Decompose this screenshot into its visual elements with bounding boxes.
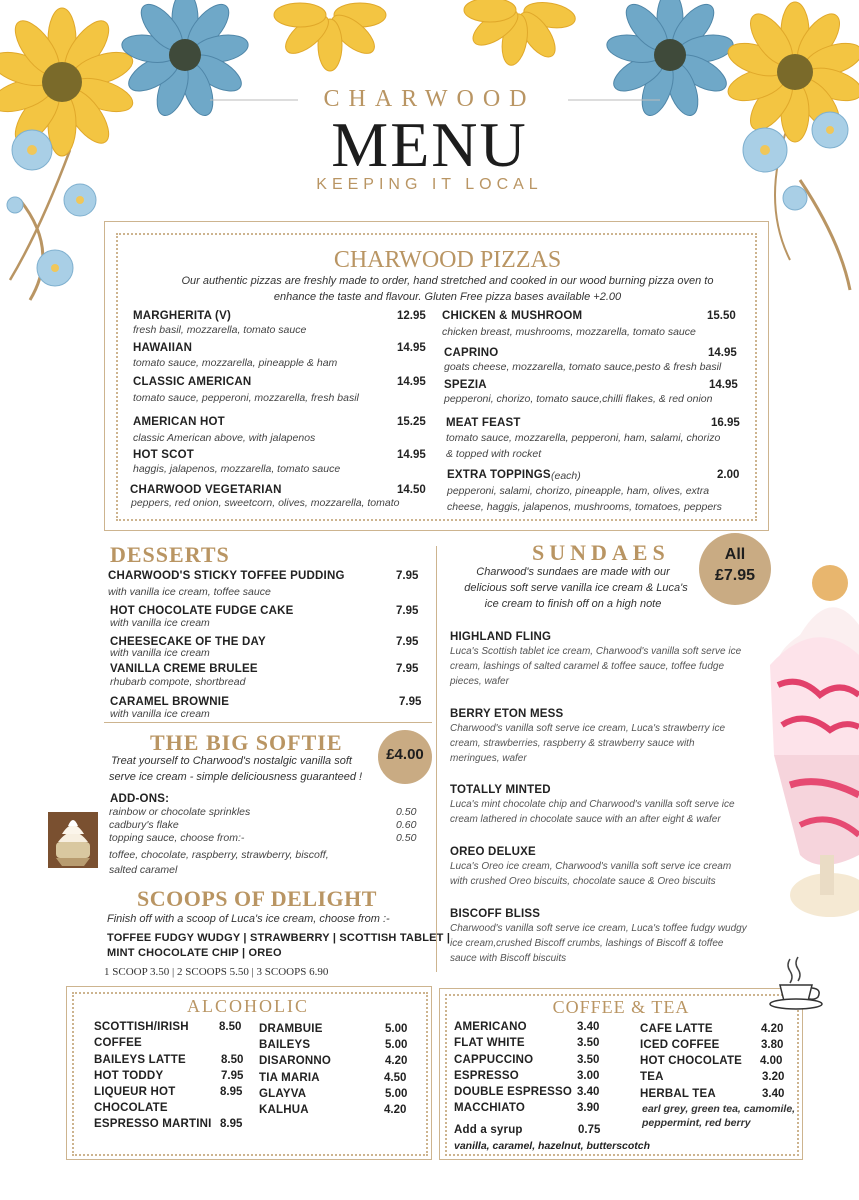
tea-note: earl grey, green tea, camomile, bbox=[642, 1103, 796, 1115]
pizza-desc: tomato sauce, mozzarella, pineapple & ham bbox=[133, 357, 338, 369]
syrup-price: 0.75 bbox=[578, 1124, 601, 1136]
pizza-desc: goats cheese, mozzarella, tomato sauce,pesto & fresh basil bbox=[444, 361, 722, 373]
scoops-title: SCOOPS OF DELIGHT bbox=[137, 886, 377, 911]
syrup-note: vanilla, caramel, hazelnut, butterscotch bbox=[454, 1140, 651, 1152]
coffee-price: 3.40 bbox=[577, 1021, 600, 1033]
softie-title: THE BIG SOFTIE bbox=[150, 730, 343, 755]
drink-name: DISARONNO bbox=[259, 1055, 332, 1067]
pizza-name: AMERICAN HOT bbox=[133, 416, 225, 428]
addon-name: topping sauce, choose from:- bbox=[109, 832, 245, 844]
tagline: KEEPING IT LOCAL bbox=[316, 176, 543, 193]
softie-text-1: Treat yourself to Charwood's nostalgic vanilla soft bbox=[111, 755, 352, 767]
coffee-name: DOUBLE ESPRESSO bbox=[454, 1086, 573, 1098]
pizza-price: 14.95 bbox=[397, 449, 426, 461]
pizza-desc: pepperoni, chorizo, tomato sauce,chilli flakes, & red onion bbox=[444, 393, 713, 405]
coffee-price: 3.00 bbox=[577, 1070, 600, 1082]
sundae-desc: Luca's Scottish tablet ice cream, Charwood's vanilla soft serve ice bbox=[450, 646, 742, 657]
coffee-price: 3.40 bbox=[577, 1086, 600, 1098]
addons-title: ADD-ONS: bbox=[110, 793, 170, 805]
sundae-desc: cream lathered in chocolate sauce with an after eight & wafer bbox=[450, 814, 721, 825]
pizza-price: 16.95 bbox=[711, 417, 740, 429]
sundaes-title: SUNDAES bbox=[532, 540, 670, 565]
pizza-price: 14.95 bbox=[397, 376, 426, 388]
sundaes-intro: ice cream to finish off on a high note bbox=[484, 598, 662, 610]
sundaes-intro: Charwood's sundaes are made with our bbox=[476, 566, 670, 578]
badge-label: All bbox=[724, 546, 746, 563]
pizza-price: 14.50 bbox=[397, 484, 426, 496]
alcoholic-title: ALCOHOLIC bbox=[187, 996, 309, 1016]
sundae-name: OREO DELUXE bbox=[450, 846, 536, 858]
drink-name: GLAYVA bbox=[259, 1088, 307, 1100]
sundae-desc: cream, lashings of salted caramel & toffee sauce, toffee fudge bbox=[450, 661, 725, 672]
pizza-desc: classic American above, with jalapenos bbox=[133, 432, 316, 444]
pizza-desc: & topped with rocket bbox=[446, 448, 542, 460]
pizza-name: MARGHERITA (V) bbox=[133, 310, 231, 322]
coffee-name: AMERICANO bbox=[454, 1021, 527, 1033]
pizza-desc: tomato sauce, pepperoni, mozzarella, fresh basil bbox=[133, 392, 359, 404]
dessert-desc: with vanilla ice cream bbox=[110, 617, 210, 629]
drink-name: CHOCOLATE bbox=[94, 1102, 168, 1114]
addon-price: 0.50 bbox=[396, 806, 417, 818]
badge-price: £7.95 bbox=[714, 567, 756, 584]
pizza-name: SPEZIA bbox=[444, 379, 487, 391]
drink-price: 8.50 bbox=[221, 1054, 244, 1066]
coffee-name: ESPRESSO bbox=[454, 1070, 519, 1082]
dessert-price: 7.95 bbox=[396, 570, 419, 582]
drink-price: 5.00 bbox=[385, 1023, 408, 1035]
pizza-price: 15.50 bbox=[707, 310, 736, 322]
sundae-desc: Luca's mint chocolate chip and Charwood's vanilla soft serve ice bbox=[450, 799, 735, 810]
sauces-list: salted caramel bbox=[109, 864, 178, 876]
drink-price: 8.95 bbox=[220, 1118, 243, 1130]
drink-name: BAILEYS LATTE bbox=[94, 1054, 186, 1066]
scoop-prices: 1 SCOOP 3.50 | 2 SCOOPS 5.50 | 3 SCOOPS 6.90 bbox=[104, 966, 329, 978]
drink-price: 8.50 bbox=[219, 1021, 242, 1033]
pizza-name: CHARWOOD VEGETARIAN bbox=[130, 484, 282, 496]
pizza-title: CHARWOOD PIZZAS bbox=[333, 247, 562, 273]
drink-price: 4.20 bbox=[385, 1055, 408, 1067]
coffee-cup-icon bbox=[768, 955, 828, 1011]
sundae-name: BISCOFF BLISS bbox=[450, 908, 541, 920]
coffee-price: 4.20 bbox=[761, 1023, 784, 1035]
column-divider bbox=[436, 546, 437, 972]
sunflower-icon bbox=[274, 3, 386, 71]
softie-price: £4.00 bbox=[386, 746, 424, 763]
coffee-name: CAFE LATTE bbox=[640, 1023, 713, 1035]
scoop-flavours: TOFFEE FUDGY WUDGY | STRAWBERRY | SCOTTISH TABLET | bbox=[107, 932, 451, 944]
page-title: MENU bbox=[331, 109, 528, 180]
drink-name: BAILEYS bbox=[259, 1039, 311, 1051]
drink-price: 7.95 bbox=[221, 1070, 244, 1082]
coffee-title: COFFEE & TEA bbox=[552, 997, 690, 1017]
drink-price: 4.50 bbox=[384, 1072, 407, 1084]
coffee-price: 4.00 bbox=[760, 1055, 783, 1067]
addon-price: 0.50 bbox=[396, 832, 417, 844]
sundae-desc: pieces, wafer bbox=[450, 676, 509, 687]
coffee-name: FLAT WHITE bbox=[454, 1037, 525, 1049]
coffee-price: 3.90 bbox=[577, 1102, 600, 1114]
dessert-name: CHEESECAKE OF THE DAY bbox=[110, 636, 266, 648]
pizza-desc: tomato sauce, mozzarella, pepperoni, ham, salami, chorizo bbox=[446, 432, 721, 444]
pizza-intro-1: Our authentic pizzas are freshly made to order, hand stretched and cooked in our wood burning pizza oven to bbox=[181, 275, 714, 287]
dessert-name: CHARWOOD'S STICKY TOFFEE PUDDING bbox=[108, 570, 345, 582]
coffee-name: CAPPUCCINO bbox=[454, 1054, 534, 1066]
brand-name: CHARWOOD bbox=[323, 86, 536, 112]
dessert-desc: rhubarb compote, shortbread bbox=[110, 676, 246, 688]
softie-text-2: serve ice cream - simple deliciousness guaranteed ! bbox=[109, 771, 363, 783]
pizza-name: CLASSIC AMERICAN bbox=[133, 376, 252, 388]
pizza-name: HAWAIIAN bbox=[133, 342, 193, 354]
pizza-name: CHICKEN & MUSHROOM bbox=[442, 310, 583, 322]
sundae-desc: ice cream,crushed Biscoff crumbs, lashings of Biscoff & toffee bbox=[450, 938, 724, 949]
drink-name: LIQUEUR HOT bbox=[94, 1086, 176, 1098]
sundae-name: HIGHLAND FLING bbox=[450, 631, 552, 643]
pizza-desc: pepperoni, salami, chorizo, pineapple, ham, olives, extra bbox=[447, 485, 710, 497]
addon-price: 0.60 bbox=[396, 819, 417, 831]
desserts-title: DESSERTS bbox=[110, 542, 230, 567]
sundae-glass-icon bbox=[760, 555, 859, 930]
divider bbox=[104, 722, 432, 723]
coffee-name: MACCHIATO bbox=[454, 1102, 526, 1114]
coffee-price: 3.50 bbox=[577, 1054, 600, 1066]
syrup-name: Add a syrup bbox=[454, 1124, 523, 1136]
pizza-name: CAPRINO bbox=[444, 347, 499, 359]
coffee-name: HOT CHOCOLATE bbox=[640, 1055, 743, 1067]
sunflower-icon bbox=[464, 0, 577, 67]
tea-note: peppermint, red berry bbox=[642, 1117, 751, 1129]
coffee-price: 3.20 bbox=[762, 1071, 785, 1083]
pizza-price: 15.25 bbox=[397, 416, 426, 428]
drink-name: SCOTTISH/IRISH bbox=[94, 1021, 189, 1033]
coffee-price: 3.80 bbox=[761, 1039, 784, 1051]
scoop-flavours: MINT CHOCOLATE CHIP | OREO bbox=[107, 947, 282, 959]
soft-serve-icon bbox=[48, 812, 98, 868]
dessert-price: 7.95 bbox=[396, 636, 419, 648]
sundaes-intro: delicious soft serve vanilla ice cream & Luca's bbox=[464, 582, 688, 594]
coffee-price: 3.50 bbox=[577, 1037, 600, 1049]
coffee-name: HERBAL TEA bbox=[640, 1088, 716, 1100]
coffee-price: 3.40 bbox=[762, 1088, 785, 1100]
pizza-desc: haggis, jalapenos, mozzarella, tomato sauce bbox=[133, 463, 341, 475]
dessert-desc: with vanilla ice cream, toffee sauce bbox=[108, 586, 271, 598]
extra-toppings-note: (each) bbox=[551, 470, 581, 482]
sauces-list: toffee, chocolate, raspberry, strawberry, biscoff, bbox=[109, 849, 329, 861]
sundae-desc: Luca's Oreo ice cream, Charwood's vanilla soft serve ice cream bbox=[450, 861, 732, 872]
pizza-name: HOT SCOT bbox=[133, 449, 195, 461]
drink-price: 5.00 bbox=[385, 1088, 408, 1100]
pizza-name: MEAT FEAST bbox=[446, 417, 521, 429]
coffee-name: ICED COFFEE bbox=[640, 1039, 720, 1051]
drink-name: TIA MARIA bbox=[259, 1072, 320, 1084]
dessert-name: VANILLA CREME BRULEE bbox=[110, 663, 258, 675]
drink-price: 5.00 bbox=[385, 1039, 408, 1051]
dessert-desc: with vanilla ice cream bbox=[110, 647, 210, 659]
drink-name: DRAMBUIE bbox=[259, 1023, 323, 1035]
dessert-price: 7.95 bbox=[396, 663, 419, 675]
sundae-desc: cream, strawberries, raspberry & strawberry sauce with bbox=[450, 738, 695, 749]
pizza-price: 14.95 bbox=[708, 347, 737, 359]
dessert-price: 7.95 bbox=[399, 696, 422, 708]
dessert-price: 7.95 bbox=[396, 605, 419, 617]
sundae-desc: Charwood's vanilla soft serve ice cream, Luca's toffee fudgy wudgy bbox=[450, 923, 747, 934]
sundae-desc: with crushed Oreo biscuits, chocolate sauce & Oreo biscuits bbox=[450, 876, 716, 887]
pizza-desc: fresh basil, mozzarella, tomato sauce bbox=[133, 324, 307, 336]
drink-name: COFFEE bbox=[94, 1037, 142, 1049]
addon-name: rainbow or chocolate sprinkles bbox=[109, 806, 251, 818]
pizza-intro-2: enhance the taste and flavour. Gluten Free pizza bases available +2.00 bbox=[273, 291, 622, 303]
pizza-price: 14.95 bbox=[397, 342, 426, 354]
pizza-price: 2.00 bbox=[717, 469, 740, 481]
pizza-desc: peppers, red onion, sweetcorn, olives, mozzarella, tomato bbox=[131, 497, 400, 509]
sundae-desc: meringues, wafer bbox=[450, 753, 527, 764]
addon-name: cadbury's flake bbox=[109, 819, 179, 831]
softie-price-badge bbox=[378, 730, 432, 784]
drink-name: KALHUA bbox=[259, 1104, 309, 1116]
pizza-desc: chicken breast, mushrooms, mozzarella, tomato sauce bbox=[442, 326, 696, 338]
pizza-desc: cheese, haggis, jalapenos, mushrooms, tomatoes, peppers bbox=[447, 501, 722, 513]
dessert-name: CARAMEL BROWNIE bbox=[110, 696, 230, 708]
drink-name: HOT TODDY bbox=[94, 1070, 164, 1082]
sundae-name: BERRY ETON MESS bbox=[450, 708, 564, 720]
sundae-desc: Charwood's vanilla soft serve ice cream, Luca's strawberry ice bbox=[450, 723, 726, 734]
pizza-price: 14.95 bbox=[709, 379, 738, 391]
dessert-name: HOT CHOCOLATE FUDGE CAKE bbox=[110, 605, 294, 617]
scoops-intro: Finish off with a scoop of Luca's ice cream, choose from :- bbox=[107, 913, 390, 925]
extra-toppings-name: EXTRA TOPPINGS bbox=[447, 469, 551, 481]
dessert-desc: with vanilla ice cream bbox=[110, 708, 210, 720]
drink-price: 4.20 bbox=[384, 1104, 407, 1116]
sundae-desc: sauce with Biscoff biscuits bbox=[450, 953, 567, 964]
sundae-name: TOTALLY MINTED bbox=[450, 784, 551, 796]
drink-price: 8.95 bbox=[220, 1086, 243, 1098]
drink-name: ESPRESSO MARTINI bbox=[94, 1118, 212, 1130]
pizza-price: 12.95 bbox=[397, 310, 426, 322]
coffee-name: TEA bbox=[640, 1071, 664, 1083]
